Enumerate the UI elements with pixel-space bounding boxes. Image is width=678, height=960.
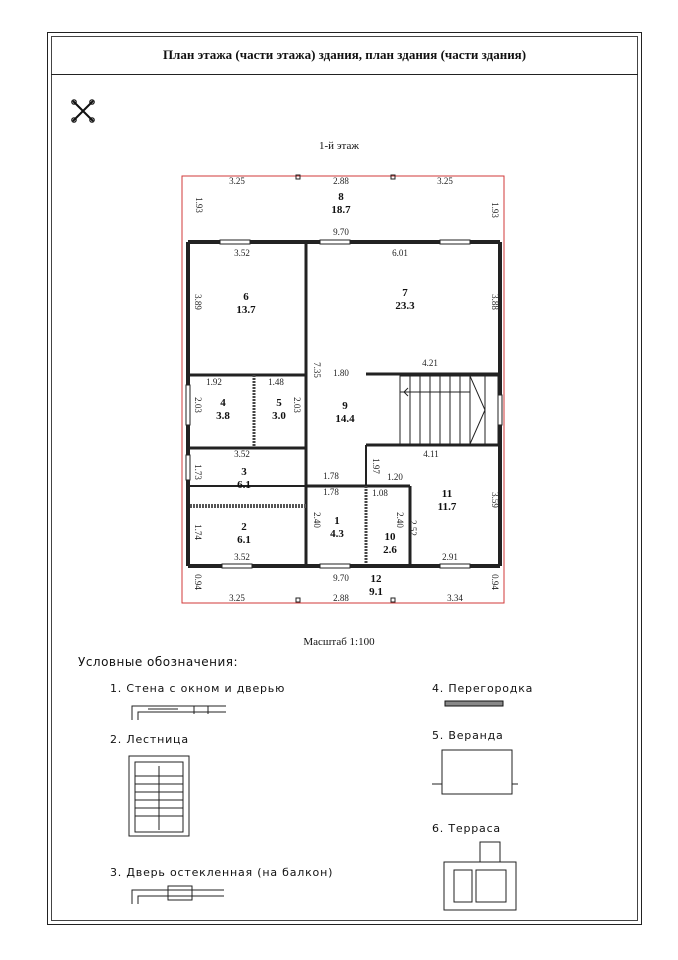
dim-label: 3.88	[490, 294, 500, 310]
legend-item-partition: 4. Перегородка	[432, 682, 534, 695]
dim-label: 1.93	[490, 202, 500, 218]
dim-label: 9.70	[333, 227, 349, 237]
room-area: 3.8	[216, 410, 230, 422]
dim-label: 4.11	[423, 449, 439, 459]
glazed-door-icon	[128, 884, 228, 906]
page-title: План этажа (части этажа) здания, план здания (части здания)	[51, 36, 638, 75]
dim-label: 3.59	[490, 492, 500, 508]
dim-label: 1.78	[323, 471, 339, 481]
room-area: 11.7	[437, 501, 457, 513]
dim-label: 2.91	[442, 552, 458, 562]
room-number: 6	[243, 291, 249, 303]
room-area: 6.1	[237, 479, 251, 491]
dim-label: 3.25	[437, 176, 453, 186]
room-number: 5	[276, 397, 282, 409]
dim-label: 3.52	[234, 552, 250, 562]
room-number: 8	[338, 191, 344, 203]
dim-label: 1.93	[194, 197, 204, 213]
room-number: 9	[342, 400, 348, 412]
dim-label: 3.34	[447, 593, 463, 603]
dim-label: 2.40	[312, 512, 322, 528]
room-area: 18.7	[331, 204, 351, 216]
dim-label: 1.80	[333, 368, 349, 378]
room-number: 1	[334, 515, 340, 527]
dim-label: 4.21	[422, 358, 438, 368]
dim-label: 3.52	[234, 248, 250, 258]
legend-item-stairs: 2. Лестница	[110, 733, 189, 746]
scale-label: Масштаб 1:100	[303, 636, 375, 648]
legend-item-wall: 1. Стена с окном и дверью	[110, 682, 286, 695]
dim-label: 1.73	[193, 464, 203, 480]
room-number: 11	[441, 488, 453, 500]
room-number: 2	[241, 521, 247, 533]
room-area: 2.6	[383, 544, 397, 556]
dim-label: 1.08	[372, 488, 388, 498]
dim-label: 1.20	[387, 472, 403, 482]
room-area: 9.1	[369, 586, 383, 598]
dim-label: 1.97	[371, 458, 381, 474]
room-number: 4	[220, 397, 226, 409]
room-number: 10	[384, 531, 396, 543]
staircase	[400, 376, 498, 444]
dim-label: 2.52	[408, 520, 418, 536]
staircase-icon	[125, 752, 195, 840]
dim-label: 2.88	[333, 593, 349, 603]
dim-label: 3.89	[193, 294, 203, 310]
dim-label: 6.01	[392, 248, 408, 258]
dim-label: 1.78	[323, 487, 339, 497]
dim-label: 9.70	[333, 573, 349, 583]
room-number: 12	[370, 573, 382, 585]
dim-label: 1.48	[268, 377, 284, 387]
room-area: 4.3	[330, 528, 344, 540]
dim-label: 1.92	[206, 377, 222, 387]
dim-label: 3.25	[229, 593, 245, 603]
dim-label: 7.35	[312, 362, 322, 378]
wall-window-door-icon	[128, 700, 228, 722]
partition-icon	[444, 700, 506, 708]
dim-label: 2.88	[333, 176, 349, 186]
room-area: 3.0	[272, 410, 286, 422]
room-area: 6.1	[237, 534, 251, 546]
dim-label: 3.52	[234, 449, 250, 459]
room-area: 23.3	[395, 300, 415, 312]
legend-item-terrace: 6. Терраса	[432, 822, 501, 835]
dim-label: 0.94	[490, 574, 500, 590]
legend-item-veranda: 5. Веранда	[432, 729, 504, 742]
floor-label: 1-й этаж	[319, 140, 359, 152]
legend-title: Условные обозначения:	[78, 655, 239, 669]
veranda-icon	[428, 746, 520, 798]
dim-label: 1.74	[193, 524, 203, 540]
posts	[296, 175, 395, 602]
floor-plan	[160, 168, 520, 630]
room-area: 13.7	[236, 304, 256, 316]
compass-icon	[70, 98, 96, 124]
terrace-icon	[440, 840, 520, 914]
dim-label: 2.40	[395, 512, 405, 528]
dim-label: 3.25	[229, 176, 245, 186]
room-number: 3	[241, 466, 247, 478]
dim-label: 0.94	[193, 574, 203, 590]
dim-label: 2.03	[292, 397, 302, 413]
room-area: 14.4	[335, 413, 355, 425]
dim-label: 2.03	[193, 397, 203, 413]
legend-item-glazed-door: 3. Дверь остекленная (на балкон)	[110, 866, 334, 879]
room-number: 7	[402, 287, 408, 299]
